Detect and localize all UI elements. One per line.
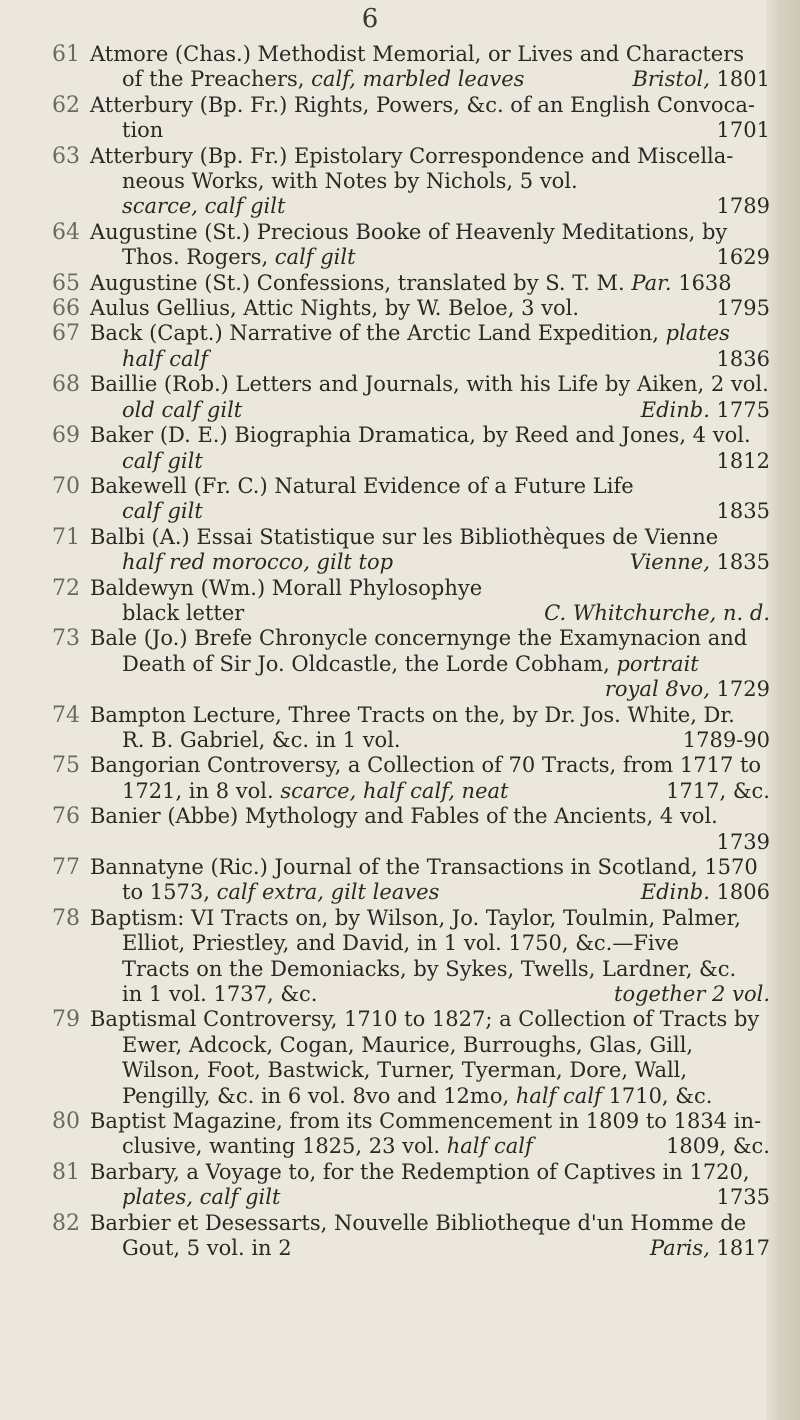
lot-description xyxy=(90,474,770,525)
lot-number: 82 xyxy=(52,1210,80,1236)
lot-number: 65 xyxy=(52,270,80,296)
entry-imprint: 1795 xyxy=(716,296,770,321)
entry-line-text: half calf xyxy=(122,346,208,371)
entry-line: Baptist Magazine, from its Commencement in 1809 to 1834 in- xyxy=(90,1109,762,1134)
catalog-entry xyxy=(0,626,770,702)
lot-description xyxy=(90,576,770,627)
lot-description xyxy=(90,1211,770,1262)
lot-number: 63 xyxy=(52,143,80,169)
lot-number: 80 xyxy=(52,1109,80,1135)
entry-line-text: Aulus Gellius, Attic Nights, by W. Beloe, 3 vol. xyxy=(90,296,580,321)
entry-line: Barbier et Desessarts, Nouvelle Bibliotheque d'un Homme de xyxy=(90,1210,747,1235)
catalog-entry xyxy=(0,576,770,627)
entry-line xyxy=(90,1134,770,1159)
entry-line: Bale (Jo.) Brefe Chronycle concernynge the Examynacion and xyxy=(90,626,748,651)
entry-line xyxy=(90,296,770,321)
entry-line xyxy=(90,1185,770,1210)
entry-line: Augustine (St.) Confessions, translated by S. T. M. Par. 1638 xyxy=(90,270,732,295)
entry-line: Balbi (A.) Essai Statistique sur les Bibliothèques de Vienne xyxy=(90,524,719,549)
lot-number: 73 xyxy=(52,626,80,652)
lot-description xyxy=(90,525,770,576)
lot-number: 75 xyxy=(52,753,80,779)
entry-imprint: together 2 vol. xyxy=(614,982,770,1007)
entry-line: neous Works, with Notes by Nichols, 5 vol. xyxy=(122,169,578,194)
lot-description xyxy=(90,906,770,1008)
catalog-entry xyxy=(0,703,770,754)
entry-line-text: in 1 vol. 1737, &c. xyxy=(122,982,318,1007)
entry-line xyxy=(90,449,770,474)
lot-number: 64 xyxy=(52,219,80,245)
lot-number: 62 xyxy=(52,92,80,118)
lot-description xyxy=(90,93,770,144)
lot-description xyxy=(90,42,770,93)
catalog-entry xyxy=(0,804,770,855)
lot-description xyxy=(90,753,770,804)
entry-line xyxy=(90,398,770,423)
entry-line-text: calf gilt xyxy=(122,448,203,473)
entry-line xyxy=(90,499,770,524)
lot-description xyxy=(90,321,770,372)
lot-description xyxy=(90,1007,770,1109)
catalog-entry xyxy=(0,42,770,93)
catalog-entry xyxy=(0,1007,770,1109)
lot-description xyxy=(90,144,770,220)
entry-line: Baptism: VI Tracts on, by Wilson, Jo. Taylor, Toulmin, Palmer, xyxy=(90,905,741,930)
entry-imprint: 1789 xyxy=(716,194,770,219)
lot-number: 76 xyxy=(52,804,80,830)
entry-imprint: Vienne, 1835 xyxy=(629,550,770,575)
lot-description xyxy=(90,804,770,855)
entry-line xyxy=(90,118,770,143)
catalog-list xyxy=(0,42,790,1262)
entry-imprint: 1835 xyxy=(716,499,770,524)
entry-line: Baptismal Controversy, 1710 to 1827; a Collection of Tracts by xyxy=(90,1007,760,1032)
entry-line-text: of the Preachers, calf, marbled leaves xyxy=(122,67,525,92)
entry-line: Atterbury (Bp. Fr.) Epistolary Correspondence and Miscella- xyxy=(90,143,734,168)
lot-number: 77 xyxy=(52,855,80,880)
entry-line-text: black letter xyxy=(122,600,245,625)
entry-imprint: 1629 xyxy=(716,245,770,270)
entry-line: Atmore (Chas.) Methodist Memorial, or Lives and Characters xyxy=(90,42,745,66)
entry-line: Bampton Lecture, Three Tracts on the, by Dr. Jos. White, Dr. xyxy=(90,702,735,727)
entry-line: Baillie (Rob.) Letters and Journals, with his Life by Aiken, 2 vol. xyxy=(90,372,769,397)
entry-imprint: 1701 xyxy=(716,118,770,143)
page-number: 6 xyxy=(361,4,379,34)
catalog-entry xyxy=(0,474,770,525)
entry-line: Augustine (St.) Precious Booke of Heavenly Meditations, by xyxy=(90,219,728,244)
lot-number: 72 xyxy=(52,575,80,601)
catalog-entry xyxy=(0,1211,770,1262)
entry-line: Atterbury (Bp. Fr.) Rights, Powers, &c. of an English Convoca- xyxy=(90,92,755,117)
lot-number: 68 xyxy=(52,372,80,398)
entry-line: Bannatyne (Ric.) Journal of the Transactions in Scotland, 1570 xyxy=(90,855,758,879)
entry-line: Bakewell (Fr. C.) Natural Evidence of a Future Life xyxy=(90,473,634,498)
catalog-entry xyxy=(0,93,770,144)
lot-description xyxy=(90,220,770,271)
catalog-entry xyxy=(0,372,770,423)
entry-line xyxy=(90,601,770,626)
entry-line: Bangorian Controversy, a Collection of 70 Tracts, from 1717 to xyxy=(90,753,762,778)
lot-description xyxy=(90,372,770,423)
entry-imprint: Edinb. 1806 xyxy=(640,880,770,905)
entry-line-text: old calf gilt xyxy=(122,397,243,422)
entry-line: Wilson, Foot, Bastwick, Turner, Tyerman, Dore, Wall, xyxy=(122,1058,688,1083)
entry-line: Ewer, Adcock, Cogan, Maurice, Burroughs, Glas, Gill, xyxy=(122,1032,694,1057)
entry-imprint: 1809, &c. xyxy=(666,1134,770,1159)
entry-line xyxy=(90,67,770,92)
catalog-entry xyxy=(0,906,770,1008)
entry-line: Tracts on the Demoniacks, by Sykes, Twells, Lardner, &c. xyxy=(122,956,737,981)
catalog-entry xyxy=(0,753,770,804)
catalog-entry xyxy=(0,321,770,372)
lot-number: 70 xyxy=(52,473,80,499)
lot-description xyxy=(90,626,770,702)
entry-line xyxy=(90,677,770,702)
lot-description xyxy=(90,703,770,754)
lot-number: 74 xyxy=(52,702,80,728)
lot-description xyxy=(90,855,770,906)
entry-line-text: calf gilt xyxy=(122,499,203,524)
lot-description xyxy=(90,271,770,296)
entry-line-text: Thos. Rogers, calf gilt xyxy=(122,245,356,270)
catalog-entry xyxy=(0,525,770,576)
entry-line-text: 1721, in 8 vol. scarce, half calf, neat xyxy=(122,778,509,803)
entry-imprint: 1739 xyxy=(716,829,770,854)
entry-imprint: Bristol, 1801 xyxy=(632,67,770,92)
lot-number: 71 xyxy=(52,524,80,550)
lot-description xyxy=(90,1109,770,1160)
lot-number: 67 xyxy=(52,321,80,347)
entry-line-text: plates, calf gilt xyxy=(122,1185,281,1210)
entry-line: Back (Capt.) Narrative of the Arctic Land Expedition, plates xyxy=(90,321,730,346)
catalog-entry xyxy=(0,1160,770,1211)
entry-line: Baldewyn (Wm.) Morall Phylosophye xyxy=(90,575,483,600)
entry-line xyxy=(90,830,770,855)
entry-line: Pengilly, &c. in 6 vol. 8vo and 12mo, half calf 1710, &c. xyxy=(122,1083,713,1108)
lot-number: 69 xyxy=(52,423,80,449)
entry-line xyxy=(90,347,770,372)
catalog-entry xyxy=(0,296,770,321)
catalog-entry xyxy=(0,855,770,906)
lot-number: 66 xyxy=(52,296,80,322)
entry-line-text: half red morocco, gilt top xyxy=(122,550,394,575)
entry-line xyxy=(90,880,770,905)
entry-line-text: to 1573, calf extra, gilt leaves xyxy=(122,880,440,905)
entry-line xyxy=(90,1236,770,1261)
entry-line xyxy=(90,194,770,219)
entry-line xyxy=(90,728,770,753)
entry-imprint: 1789-90 xyxy=(682,727,770,752)
entry-imprint: 1717, &c. xyxy=(666,778,770,803)
entry-imprint: royal 8vo, 1729 xyxy=(604,677,770,702)
entry-imprint: Edinb. 1775 xyxy=(640,397,770,422)
catalog-entry xyxy=(0,423,770,474)
lot-number: 61 xyxy=(52,42,80,67)
lot-description xyxy=(90,423,770,474)
catalog-entry xyxy=(0,220,770,271)
entry-line xyxy=(90,779,770,804)
lot-number: 81 xyxy=(52,1159,80,1185)
catalog-entry xyxy=(0,1109,770,1160)
entry-line xyxy=(90,245,770,270)
entry-line xyxy=(90,982,770,1007)
lot-description xyxy=(90,1160,770,1211)
lot-description xyxy=(90,296,770,321)
entry-imprint: 1735 xyxy=(716,1185,770,1210)
catalog-entry xyxy=(0,271,770,296)
lot-number: 78 xyxy=(52,905,80,931)
catalog-entry xyxy=(0,144,770,220)
entry-imprint: 1836 xyxy=(716,346,770,371)
entry-line-text: Gout, 5 vol. in 2 xyxy=(122,1236,292,1261)
entry-imprint: C. Whitchurche, n. d. xyxy=(544,600,770,625)
entry-line-text: tion xyxy=(122,118,164,143)
lot-number: 79 xyxy=(52,1007,80,1033)
entry-line-text: clusive, wanting 1825, 23 vol. half calf xyxy=(122,1134,533,1159)
entry-line-text: R. B. Gabriel, &c. in 1 vol. xyxy=(122,727,401,752)
entry-line-text: scarce, calf gilt xyxy=(122,194,286,219)
entry-imprint: Paris, 1817 xyxy=(649,1236,770,1261)
entry-imprint: 1812 xyxy=(716,448,770,473)
entry-line: Baker (D. E.) Biographia Dramatica, by Reed and Jones, 4 vol. xyxy=(90,423,751,448)
entry-line: Banier (Abbe) Mythology and Fables of the Ancients, 4 vol. xyxy=(90,804,718,829)
entry-line: Elliot, Priestley, and David, in 1 vol. 1750, &c.—Five xyxy=(122,931,679,956)
entry-line: Death of Sir Jo. Oldcastle, the Lorde Cobham, portrait xyxy=(122,651,699,676)
entry-line: Barbary, a Voyage to, for the Redemption of Captives in 1720, xyxy=(90,1159,750,1184)
entry-line xyxy=(90,550,770,575)
